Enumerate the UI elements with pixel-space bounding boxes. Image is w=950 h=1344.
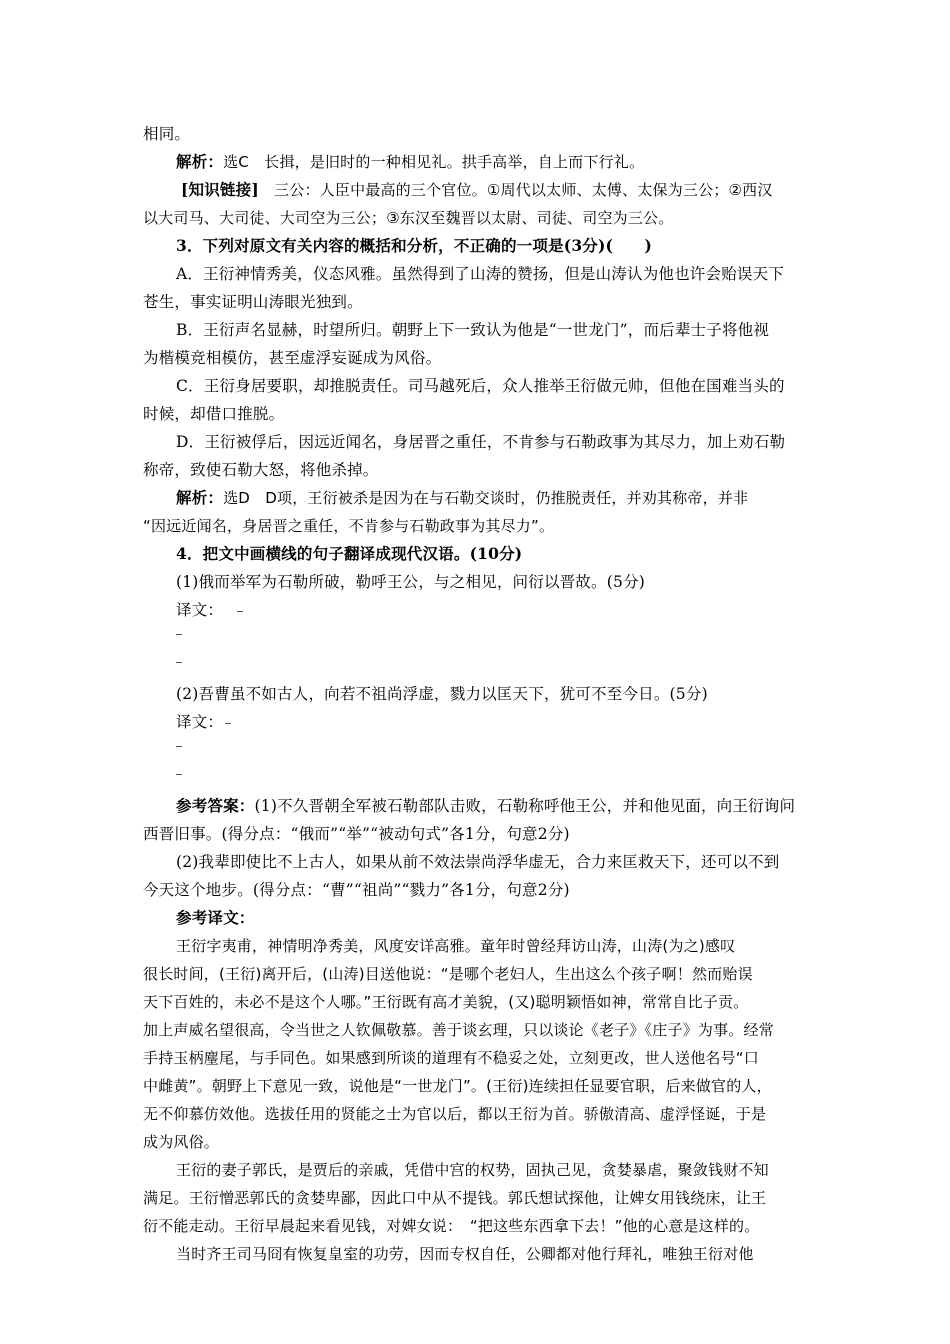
label-translation: 译文： — [176, 713, 224, 731]
label-analysis: 解析： — [176, 488, 224, 507]
translation-paragraph-3: 当时齐王司马冏有恢复皇室的功劳，因而专权自任，公卿都对他行拜礼，唯独王衍对他 — [176, 1245, 754, 1263]
answer-text: (1)不久晋朝全军被石勒部队击败，石勒称呼他王公，并和他见面，向王衍询问 — [254, 797, 796, 815]
answer-2: (2)我辈即使比不上古人，如果从前不效法崇尚浮华虚无，合力来匡救天下，还可以不到 — [176, 853, 780, 871]
analysis-text: 选C 长揖，是旧时的一种相见礼。拱手高举，自上而下行礼。 — [223, 153, 645, 171]
option-d: D．王衍被俘后，因远近闻名，身居晋之重任，不肯参与石勒政事为其尽力，加上劝石勒 — [176, 433, 786, 451]
label-reference-answer: 参考答案： — [176, 796, 255, 815]
sentence-2: (2)吾曹虽不如古人，向若不祖尚浮虚，戮力以匡天下，犹可不至今日。(5分) — [176, 685, 708, 703]
text-line: 很长时间，(王衍)离开后，(山涛)目送他说：“是哪个老妇人，生出这么个孩子啊！然而贻误 — [143, 965, 753, 983]
answer-blank[interactable] — [143, 764, 808, 792]
text-line: 称帝，致使石勒大怒，将他杀掉。 — [143, 461, 379, 479]
sentence-1: (1)俄而举军为石勒所破，勒呼王公，与之相见，问衍以晋故。(5分) — [176, 573, 646, 591]
translation-label-1 — [143, 596, 808, 624]
question-4: 4．把文中画横线的句子翻译成现代汉语。(10分) — [176, 544, 523, 563]
label-translation: 译文： — [176, 601, 224, 619]
text-line: 满足。王衍憎恶郭氏的贪婪卑鄙，因此口中从不提钱。郭氏想试探他，让婢女用钱绕床，让王 — [143, 1189, 767, 1207]
knowledge-link — [143, 176, 808, 204]
answer-blank[interactable] — [225, 723, 231, 724]
label-analysis: 解析： — [176, 152, 224, 171]
text-line: 苍生，事实证明山涛眼光独到。 — [143, 293, 363, 311]
translation-paragraph-2: 王衍的妻子郭氏，是贾后的亲戚，凭借中宫的权势，固执己见，贪婪暴虐，聚敛钱财不知 — [176, 1161, 769, 1179]
text-line: 今天这个地步。(得分点：“曹”“祖尚”“戮力”各1分，句意2分) — [143, 881, 570, 899]
option-a: A．王衍神情秀美，仪态风雅。虽然得到了山涛的赞扬，但是山涛认为他也许会贻误天下 — [176, 265, 784, 283]
text-line: 以大司马、大司徒、大司空为三公；③东汉至魏晋以太尉、司徒、司空为三公。 — [143, 209, 674, 227]
text-line: 相同。 — [143, 125, 191, 143]
text-line: 中雌黄”。朝野上下意见一致，说他是“一世龙门”。(王衍)连续担任显要官职，后来做官的人， — [143, 1077, 772, 1095]
text-line: 衍不能走动。王衍早晨起来看见钱，对婢女说： “把这些东西拿下去！”他的心意是这样的。 — [143, 1217, 760, 1235]
knowledge-text: 三公：人臣中最高的三个官位。①周代以太师、太傅、太保为三公；②西汉 — [258, 181, 773, 199]
option-b: B．王衍声名显赫，时望所归。朝野上下一致认为他是“一世龙门”，而后辈士子将他视 — [176, 321, 770, 339]
text-line: 天下百姓的，未必不是这个人哪。”王衍既有高才美貌，(又)聪明颖悟如神，常常自比子贡。 — [143, 993, 749, 1011]
text-line: 西晋旧事。(得分点：“俄而”“举”“被动句式”各1分，句意2分) — [143, 825, 570, 843]
text-line: 手持玉柄麈尾，与手同色。如果感到所谈的道理有不稳妥之处，立刻更改，世人送他名号“口 — [143, 1049, 759, 1067]
text-line: 加上声威名望很高，令当世之人钦佩敬慕。善于谈玄理，只以谈论《老子》《庄子》为事。经常 — [143, 1021, 774, 1039]
translation-paragraph-1: 王衍字夷甫，神情明净秀美，风度安详高雅。童年时曾经拜访山涛，山涛(为之)感叹 — [176, 937, 736, 955]
text-line: 无不仰慕仿效他。选拔任用的贤能之士为官以后，都以王衍为首。骄傲清高、虚浮怪诞，于是 — [143, 1105, 767, 1123]
answer-blank[interactable] — [143, 736, 808, 764]
reference-translation-heading: 参考译文： — [176, 908, 255, 927]
analysis-q2 — [143, 148, 808, 176]
text-line: “因远近闻名，身居晋之重任，不肯参与石勒政事为其尽力”。 — [143, 517, 555, 535]
answer-blank[interactable] — [143, 624, 808, 652]
analysis-text: 选D D项，王衍被杀是因为在与石勒交谈时，仍推脱责任，并劝其称帝，并非 — [223, 489, 749, 507]
translation-label-2 — [143, 708, 808, 736]
question-3: 3．下列对原文有关内容的概括和分析，不正确的一项是(3分)( ) — [176, 236, 653, 255]
reference-answer — [143, 792, 808, 820]
text-line: 成为风俗。 — [143, 1133, 220, 1151]
text-line: 时候，却借口推脱。 — [143, 405, 285, 423]
text-line: 为楷模竞相模仿，甚至虚浮妄诞成为风俗。 — [143, 349, 442, 367]
answer-blank[interactable] — [237, 611, 243, 612]
option-c: C．王衍身居要职，却推脱责任。司马越死后，众人推举王衍做元帅，但他在国难当头的 — [176, 377, 785, 395]
analysis-q3 — [143, 484, 808, 512]
answer-blank[interactable] — [143, 652, 808, 680]
label-knowledge: [知识链接] — [181, 180, 259, 199]
